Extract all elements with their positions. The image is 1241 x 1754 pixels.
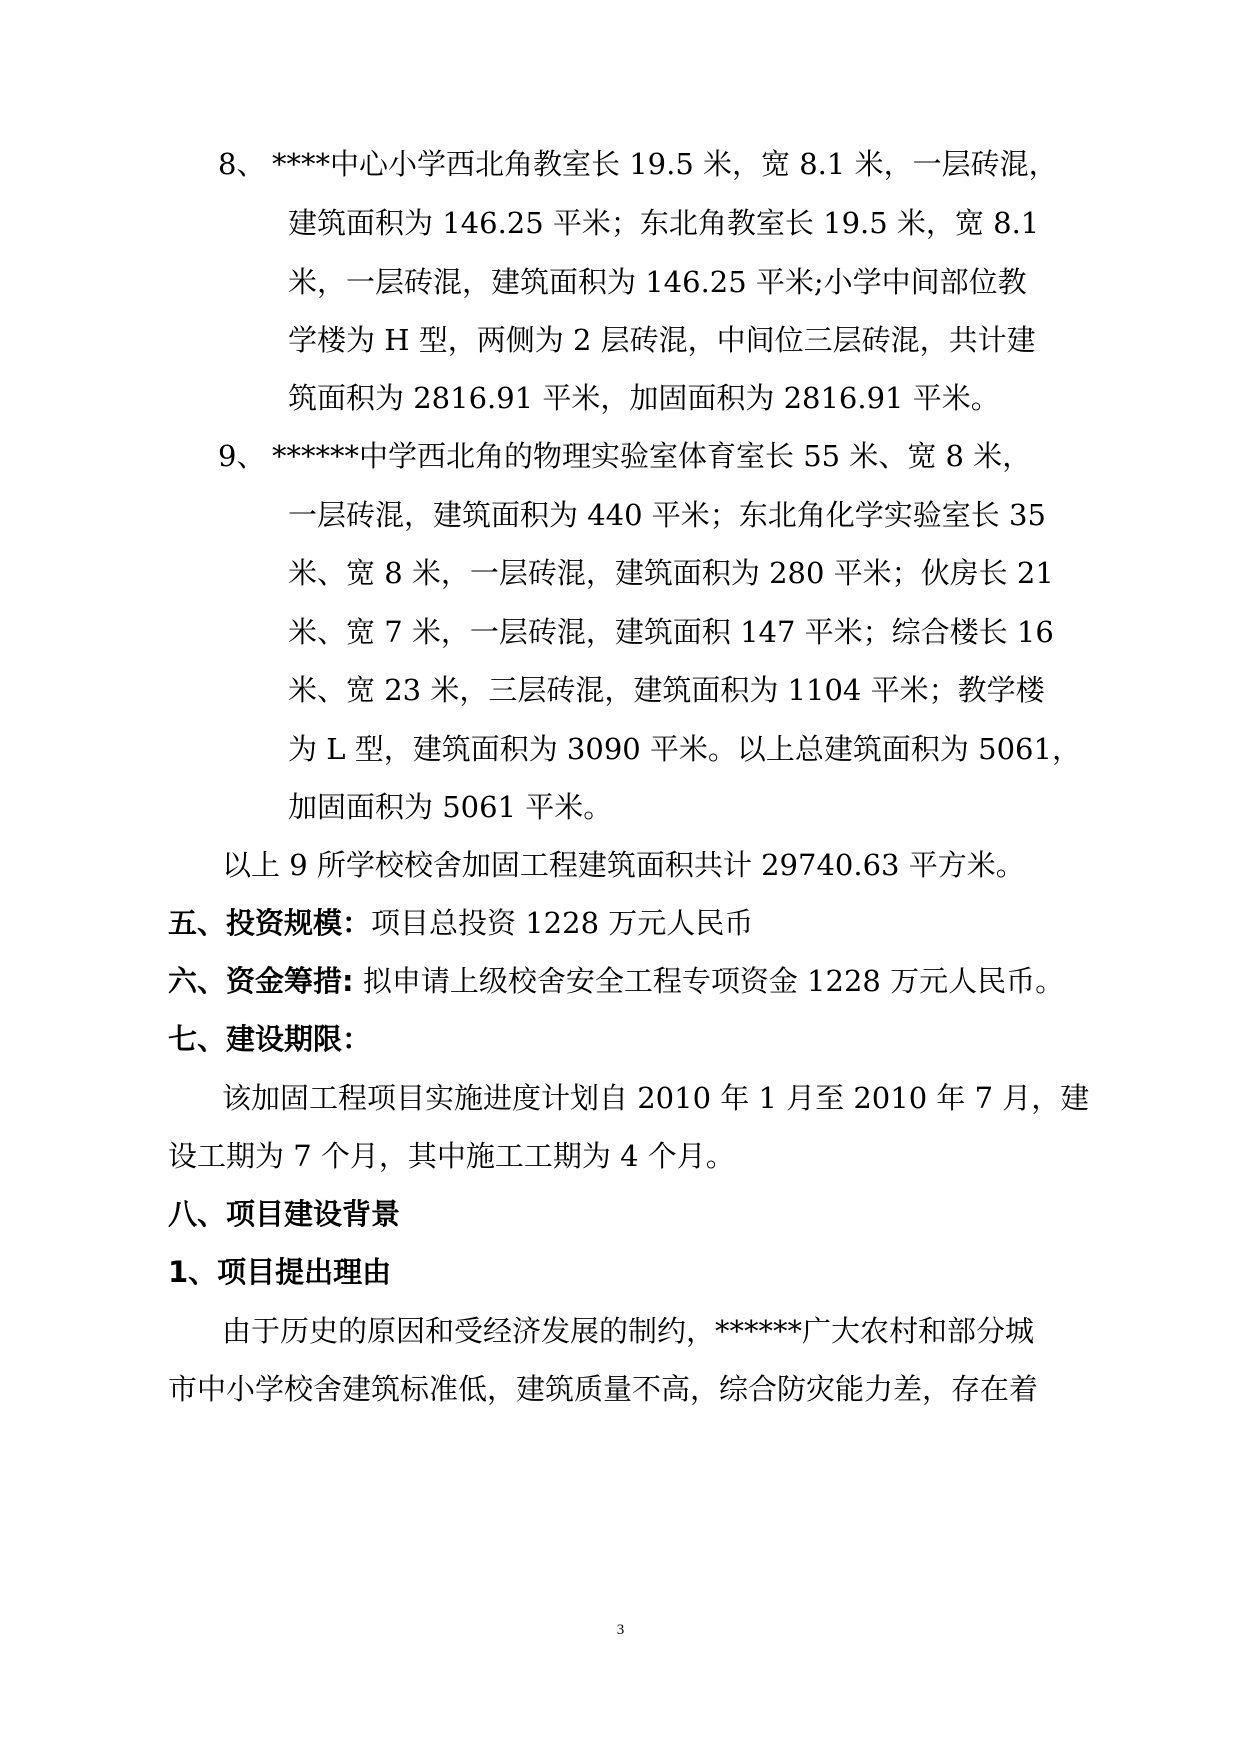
- section-7-line-1: 该加固工程项目实施进度计划自 2010 年 1 月至 2010 年 7 月，建: [222, 1081, 1090, 1115]
- section-6-text: 拟申请上级校舍安全工程专项资金 1228 万元人民币。: [353, 964, 1065, 998]
- section-5-text: 项目总投资 1228 万元人民币: [371, 906, 754, 940]
- item-8-line-5: 筑面积为 2816.91 平米，加固面积为 2816.91 平米。: [288, 381, 1000, 415]
- item-8-line-3: 米，一层砖混，建筑面积为 146.25 平米;小学中间部位教: [288, 265, 1027, 299]
- section-7-line-2: 设工期为 7 个月，其中施工工期为 4 个月。: [168, 1139, 735, 1173]
- item-9-line-6: 为 L 型，建筑面积为 3090 平米。以上总建筑面积为 5061，: [288, 732, 1081, 766]
- item-9-line-2: 一层砖混，建筑面积为 440 平米；东北角化学实验室长 35: [288, 498, 1046, 532]
- item-9-line-7: 加固面积为 5061 平米。: [288, 790, 613, 824]
- section-8-line-1: 由于历史的原因和受经济发展的制约，******广大农村和部分城: [222, 1314, 1035, 1348]
- item-9-line-5: 米、宽 23 米，三层砖混，建筑面积为 1104 平米；教学楼: [288, 673, 1045, 707]
- section-8-heading: 八、项目建设背景: [168, 1197, 401, 1231]
- item-8-line-4: 学楼为 H 型，两侧为 2 层砖混，中间位三层砖混，共计建: [288, 323, 1036, 357]
- item-9-number: 9、: [218, 439, 266, 473]
- section-8-line-2: 市中小学校舍建筑标准低，建筑质量不高，综合防灾能力差，存在着: [168, 1372, 1039, 1406]
- item-8-number: 8、: [218, 147, 266, 181]
- item-8-line-1: ****中心小学西北角教室长 19.5 米，宽 8.1 米，一层砖混，: [272, 147, 1058, 181]
- item-8-line-2: 建筑面积为 146.25 平米；东北角教室长 19.5 米，宽 8.1: [288, 206, 1040, 240]
- section-5-heading: 五、投资规模：: [168, 906, 372, 940]
- section-6-line: [168, 961, 1064, 1001]
- summary-paragraph: 以上 9 所学校校舍加固工程建筑面积共计 29740.63 平方米。: [222, 848, 1025, 882]
- page-number: 3: [616, 1622, 625, 1638]
- section-8-subheading: 1、项目提出理由: [168, 1255, 392, 1289]
- item-9-line-3: 米、宽 8 米，一层砖混，建筑面积为 280 平米；伙房长 21: [288, 556, 1054, 590]
- section-6-heading: 六、资金筹措:: [168, 964, 354, 998]
- section-7-heading: 七、建设期限：: [168, 1022, 372, 1056]
- section-5-line: [168, 903, 753, 943]
- item-9-line-4: 米、宽 7 米，一层砖混，建筑面积 147 平米；综合楼长 16: [288, 615, 1054, 649]
- item-9-line-1: ******中学西北角的物理实验室体育室长 55 米、宽 8 米，: [272, 439, 1032, 473]
